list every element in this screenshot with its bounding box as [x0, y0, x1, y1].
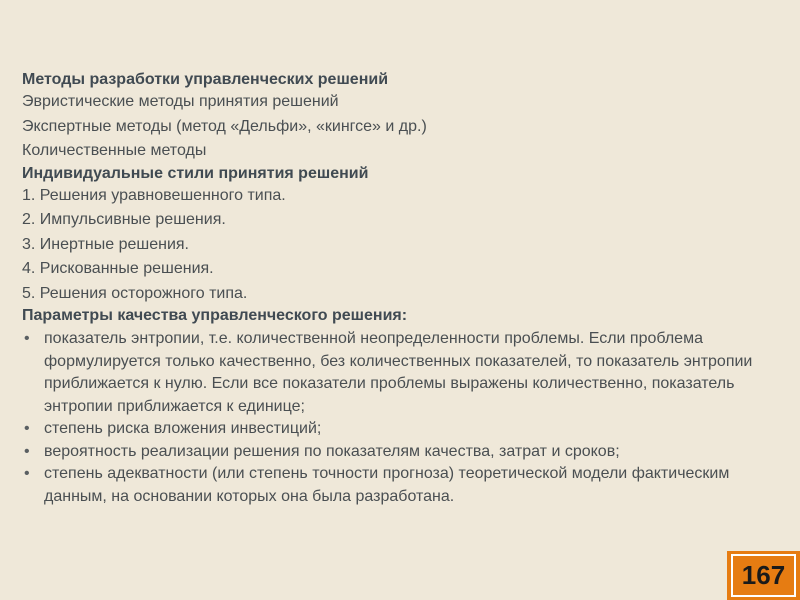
heading-styles: Индивидуальные стили принятия решений — [22, 164, 369, 182]
styles-item: 3. Инертные решения. — [22, 235, 189, 253]
params-list — [22, 328, 762, 508]
params-item-text: вероятность реализации решения по показателям качества, затрат и сроков; — [44, 442, 620, 460]
methods-item: Экспертные методы (метод «Дельфи», «кингсе» и др.) — [22, 117, 427, 135]
styles-item: 4. Рискованные решения. — [22, 260, 214, 277]
params-item — [22, 328, 762, 418]
styles-item: 1. Решения уравновешенного типа. — [22, 186, 286, 204]
styles-list — [22, 184, 762, 307]
styles-item: 5. Решения осторожного типа. — [22, 284, 248, 302]
params-item — [22, 441, 762, 464]
params-item-text: степень риска вложения инвестиций; — [44, 420, 322, 437]
params-item-text: показатель энтропии, т.е. количественной неопределенности проблемы. Если проблема формулируется только качественно, без количественных показателей, то показатель энтропии приближается к нулю. Если все показатели проблемы выражены количественно, показатель энтропии приближается к единице; — [44, 330, 753, 415]
bullet-icon: • — [24, 420, 30, 437]
heading-params: Параметры качества управленческого решения: — [22, 307, 408, 324]
bullet-icon: • — [24, 465, 30, 482]
bullet-icon: • — [24, 330, 30, 347]
page-number: 167 — [731, 554, 796, 597]
slide-content — [22, 70, 762, 508]
methods-item: Эвристические методы принятия решений — [22, 93, 339, 110]
heading-methods: Методы разработки управленческих решений — [22, 71, 389, 88]
bullet-icon: • — [24, 442, 30, 460]
styles-item: 2. Импульсивные решения. — [22, 211, 226, 228]
page-number-badge — [727, 551, 800, 600]
params-item-text: степень адекватности (или степень точности прогноза) теоретической модели фактическим данным, на основании которых она была разработана. — [44, 465, 730, 505]
params-item — [22, 418, 762, 441]
methods-list — [22, 90, 762, 164]
methods-item: Количественные методы — [22, 142, 207, 159]
params-item — [22, 463, 762, 508]
